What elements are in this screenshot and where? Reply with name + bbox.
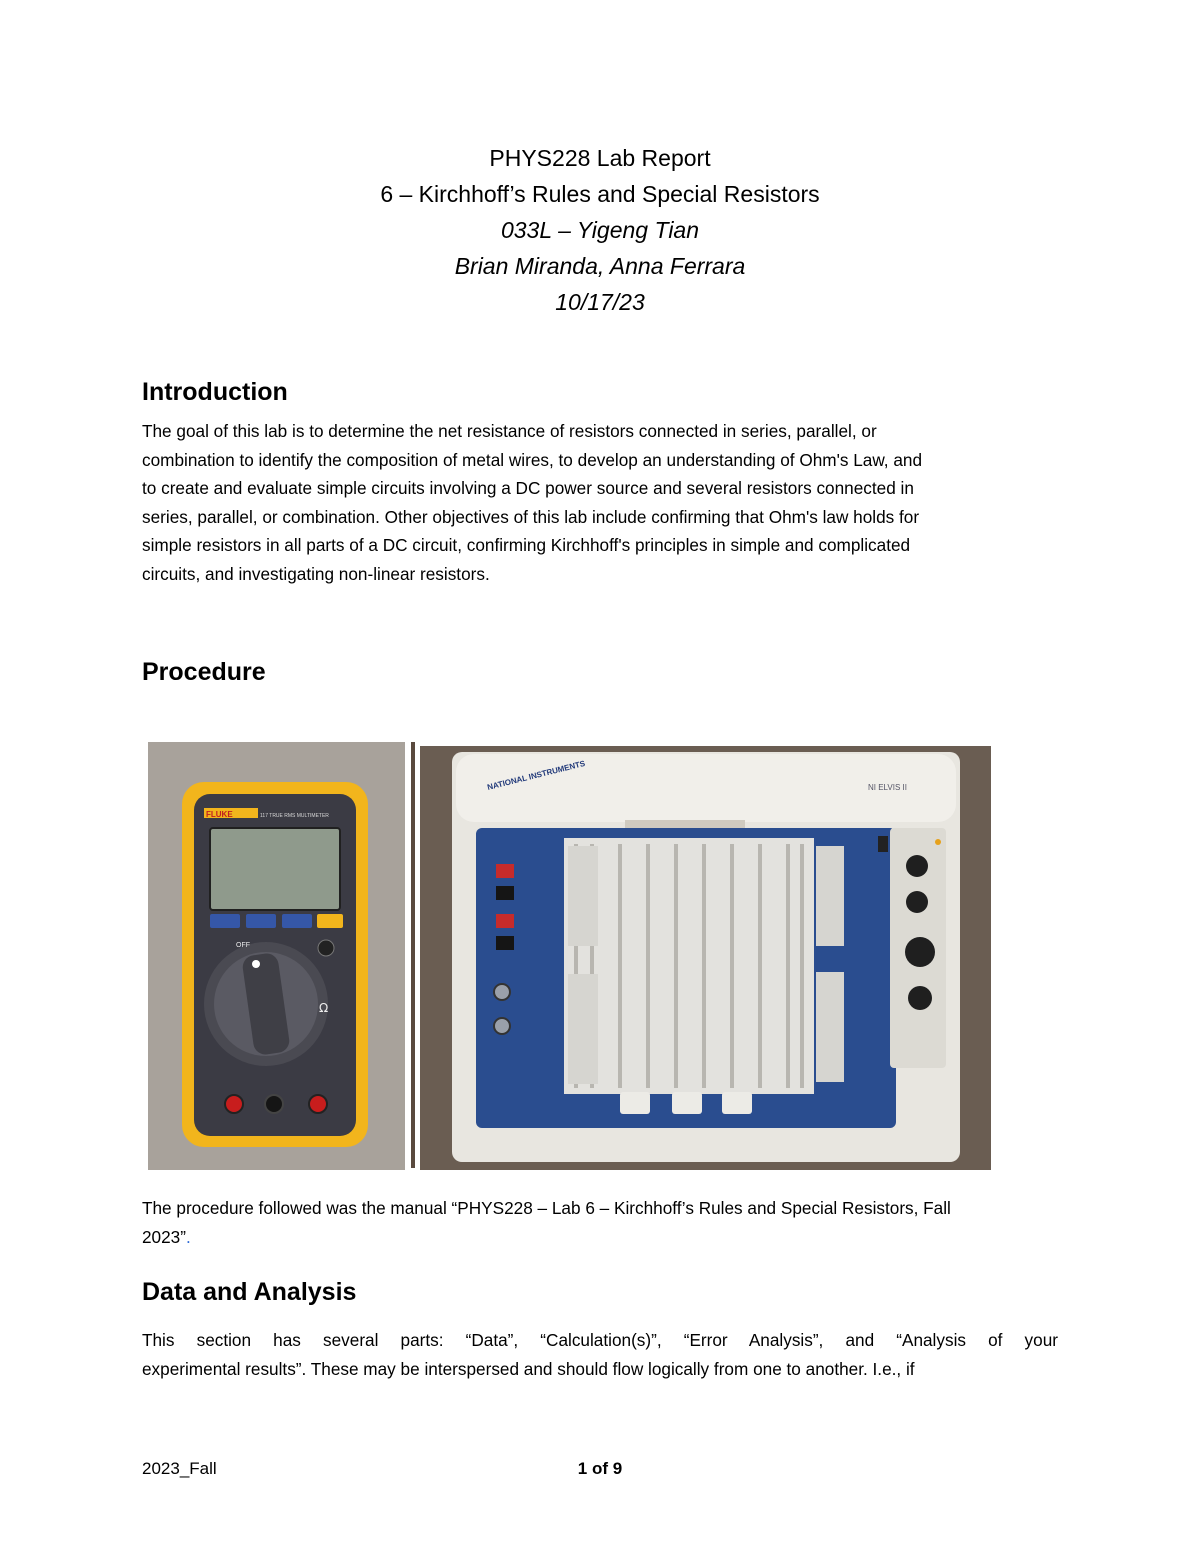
data-analysis-line: This section has several parts: “Data”, “Calculation(s)”, “Error Analysis”, and “Analysis of your — [142, 1330, 1058, 1350]
ni-brand-label: NATIONAL INSTRUMENTS — [486, 758, 587, 792]
footer-term: 2023_Fall — [142, 1459, 217, 1478]
multimeter-brand: FLUKE — [206, 810, 233, 819]
multimeter-photo — [148, 742, 405, 1170]
svg-text:Ω: Ω — [319, 1001, 329, 1015]
introduction-heading: Introduction — [142, 378, 288, 406]
ni-elvis-photo — [420, 746, 991, 1170]
section-and-author: 033L – Yigeng Tian — [500, 217, 700, 243]
data-analysis-line: experimental results”. These may be interspersed and should flow logically from one to another. I.e., if — [142, 1358, 915, 1379]
report-subtitle: 6 – Kirchhoff’s Rules and Special Resistors — [380, 181, 820, 207]
svg-text:OFF: OFF — [236, 942, 250, 949]
ni-elvis-illustration — [420, 746, 991, 1170]
procedure-line: The procedure followed was the manual “PHYS228 – Lab 6 – Kirchhoff’s Rules and Special Resistors, Fall — [142, 1198, 951, 1218]
introduction-paragraph — [142, 417, 1058, 588]
intro-line: to create and evaluate simple circuits involving a DC power source and several resistors connected in — [142, 478, 914, 498]
procedure-paragraph — [142, 1194, 1058, 1251]
multimeter-model: 117 TRUE RMS MULTIMETER — [260, 813, 329, 819]
intro-line: simple resistors in all parts of a DC circuit, confirming Kirchhoff's principles in simple and complicated — [142, 535, 911, 555]
figure-divider — [411, 742, 415, 1168]
data-analysis-paragraph — [142, 1326, 1058, 1383]
procedure-line-text: 2023” — [142, 1226, 186, 1247]
multimeter-illustration — [148, 742, 405, 1170]
intro-line: The goal of this lab is to determine the net resistance of resistors connected in series, parallel, or — [142, 421, 877, 441]
footer-page-number: 1 of 9 — [577, 1459, 623, 1478]
intro-line: combination to identify the composition of metal wires, to develop an understanding of Ohm's Law, and — [142, 449, 923, 470]
report-title: PHYS228 Lab Report — [489, 145, 711, 171]
procedure-heading: Procedure — [142, 658, 266, 686]
intro-line: circuits, and investigating non-linear resistors. — [142, 563, 490, 584]
lab-partners: Brian Miranda, Anna Ferrara — [454, 253, 746, 279]
ni-model-label: NI ELVIS II — [868, 783, 907, 792]
title-block — [0, 140, 1200, 320]
intro-line: series, parallel, or combination. Other objectives of this lab include confirming that Ohm's law holds for — [142, 506, 920, 527]
data-analysis-heading: Data and Analysis — [142, 1278, 357, 1306]
report-date: 10/17/23 — [555, 289, 645, 315]
procedure-line-2 — [142, 1223, 1058, 1252]
procedure-period: . — [185, 1226, 191, 1247]
